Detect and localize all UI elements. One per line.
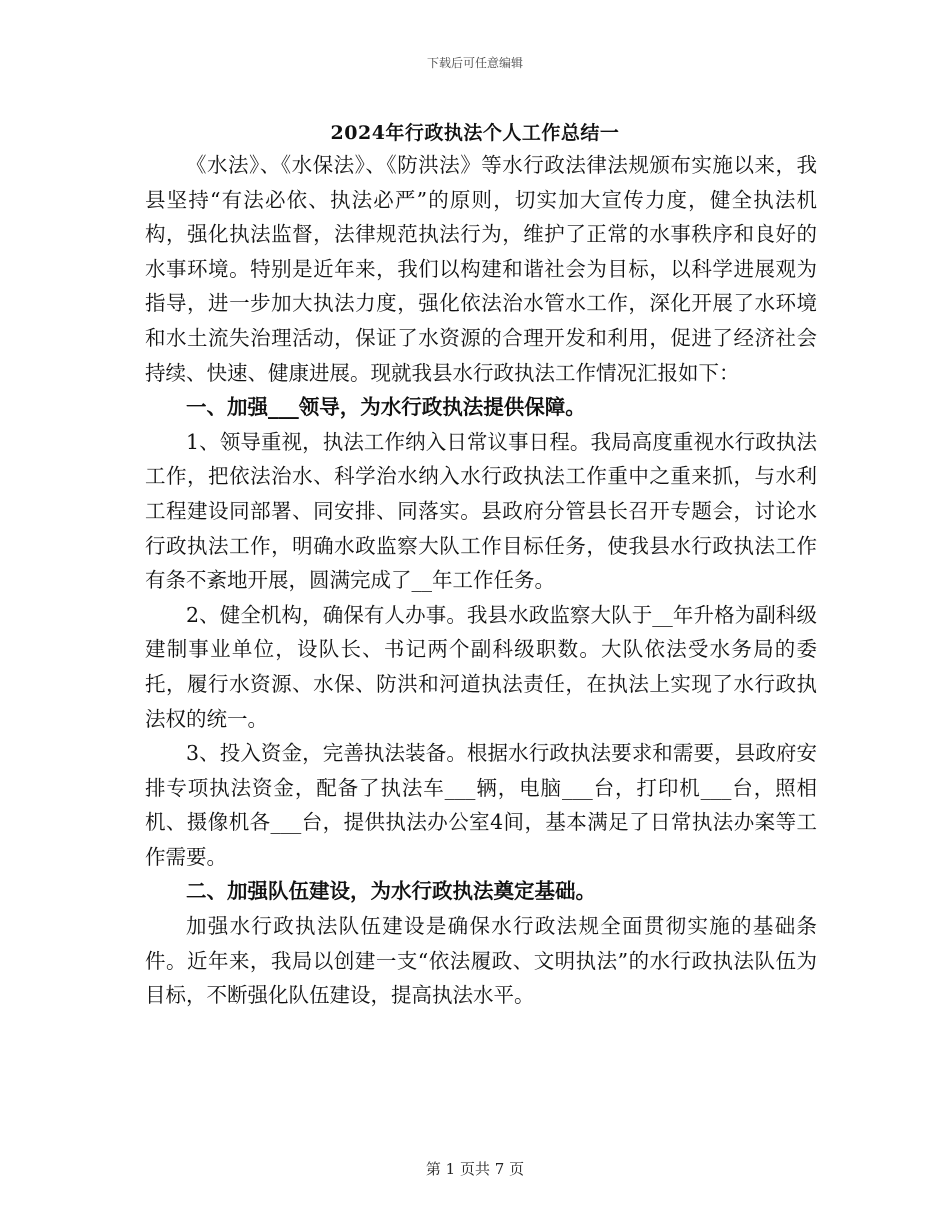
header-note: 下载后可任意编辑	[426, 56, 523, 70]
paragraph-item-3: 3、投入资金，完善执法装备。根据水行政执法要求和需要，县政府安排专项执法资金，配备了执法车___辆，电脑___台，打印机___台，照相机、摄像机各___台，提供执法办公室4间，基本满足了日常执法办案等工作需要。	[145, 741, 817, 869]
document-title: 2024年行政执法个人工作总结一	[330, 122, 620, 144]
paragraph-intro: 《水法》、《水保法》、《防洪法》等水行政法律法规颁布实施以来，我县坚持“有法必依、执法必严”的原则，切实加大宣传力度，健全执法机构，强化执法监督，法律规范执法行为，维护了正常的水事秩序和良好的水事环境。特别是近年来，我们以构建和谐社会为目标，以科学进展观为指导，进一步加大执法力度，强化依法治水管水工作，深化开展了水环境和水土流失治理活动，保证了水资源的合理开发和利用，促进了经济社会持续、快速、健康进展。现就我县水行政执法工作情况汇报如下：	[145, 153, 817, 385]
section-heading-1: 一、加强___领导，为水行政执法提供保障。	[186, 395, 586, 420]
paragraph-item-1: 1、领导重视，执法工作纳入日常议事日程。我局高度重视水行政执法工作，把依法治水、科学治水纳入水行政执法工作重中之重来抓，与水利工程建设同部署、同安排、同落实。县政府分管县长召开专题会，讨论水行政执法工作，明确水政监察大队工作目标任务，使我县水行政执法工作有条不紊地开展，圆满完成了__年工作任务。	[145, 429, 817, 593]
paragraph-item-2: 2、健全机构，确保有人办事。我县水政监察大队于__年升格为副科级建制事业单位，设队长、书记两个副科级职数。大队依法受水务局的委托，履行水资源、水保、防洪和河道执法责任，在执法上实现了水行政执法权的统一。	[145, 602, 817, 731]
document-body	[145, 148, 817, 1013]
section-heading-2: 二、加强队伍建设，为水行政执法奠定基础。	[186, 879, 596, 904]
page-number: 第 1 页共 7 页	[425, 1160, 525, 1178]
paragraph-team-building: 加强水行政执法队伍建设是确保水行政法规全面贯彻实施的基础条件。近年来，我局以创建一支“依法履政、文明执法”的水行政执法队伍为目标，不断强化队伍建设，提高执法水平。	[145, 914, 817, 1008]
